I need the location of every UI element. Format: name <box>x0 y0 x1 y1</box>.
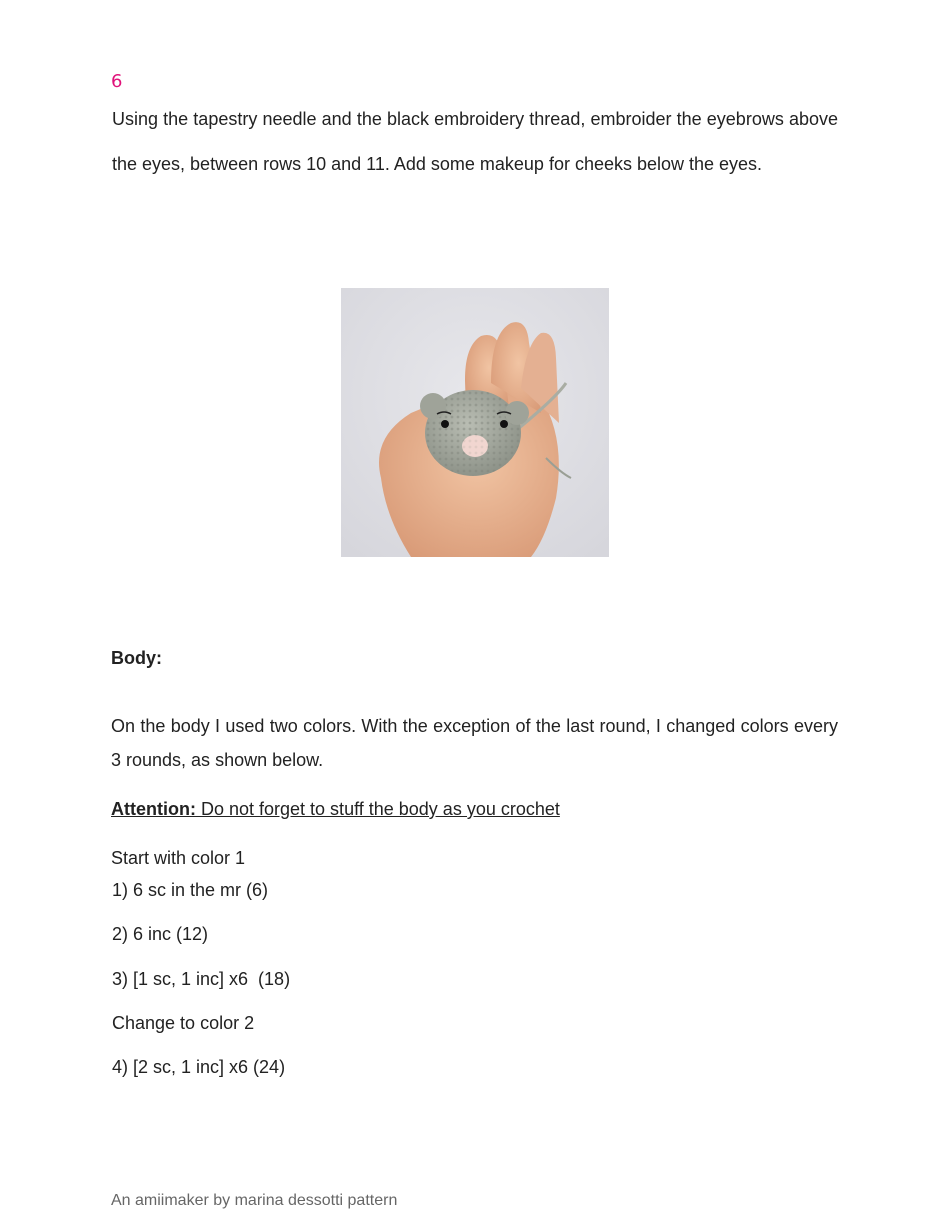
attention-text: Do not forget to stuff the body as you crochet <box>195 799 560 819</box>
round-2: 2) 6 inc (12) <box>112 924 209 944</box>
round-1: 1) 6 sc in the mr (6) <box>112 880 269 900</box>
mouse-in-hand-image <box>341 288 609 557</box>
body-description: On the body I used two colors. With the exception of the last round, I changed colors every 3 rounds, as shown below. <box>111 716 838 770</box>
crochet-mouse-photo <box>341 288 609 557</box>
step-number: 6 <box>111 71 123 92</box>
body-heading: Body: <box>111 648 162 668</box>
attention-note <box>111 799 560 820</box>
change-color-instruction: Change to color 2 <box>112 1013 255 1033</box>
round-4: 4) [2 sc, 1 inc] x6 (24) <box>112 1057 286 1077</box>
round-3: 3) [1 sc, 1 inc] x6 (18) <box>112 969 291 989</box>
page-footer: An amiimaker by marina dessotti pattern <box>111 1192 398 1209</box>
intro-paragraph: Using the tapestry needle and the black embroidery thread, embroider the eyebrows above the eyes, between rows 10 and 11. Add some makeup for cheeks below the eyes. <box>112 109 838 174</box>
attention-label: Attention: <box>111 799 196 819</box>
start-color-instruction: Start with color 1 <box>111 848 246 868</box>
